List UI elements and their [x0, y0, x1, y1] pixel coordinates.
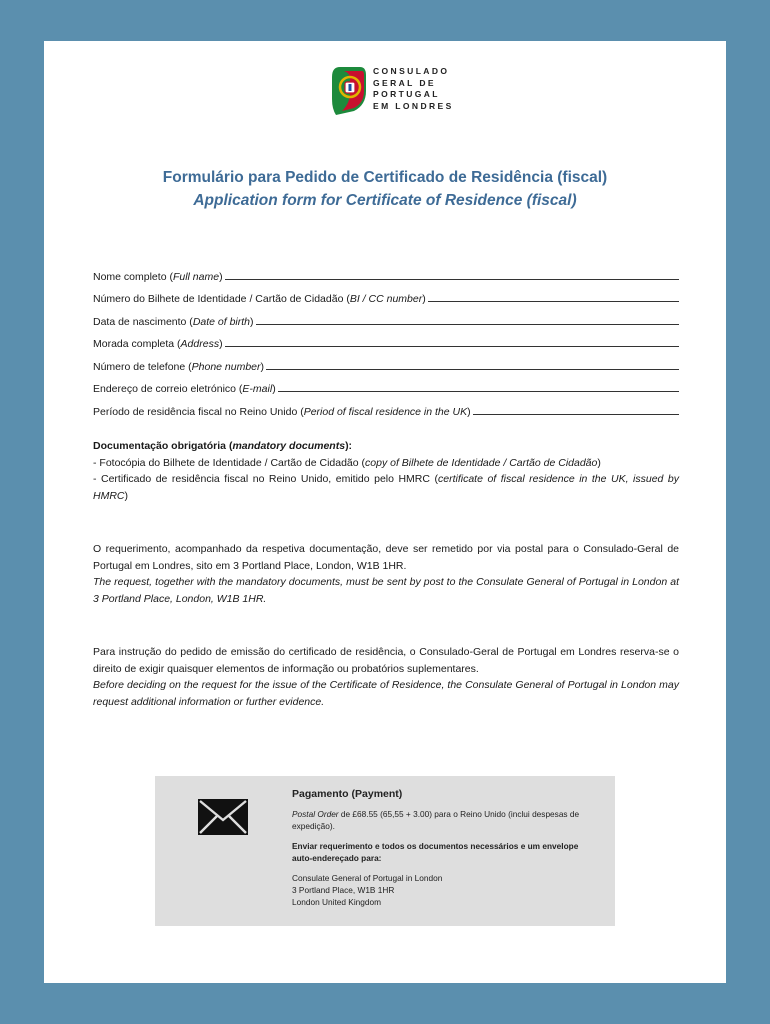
logo-line: EM LONDRES: [373, 100, 454, 111]
field-id-number: [93, 283, 679, 306]
form-fields: [93, 260, 679, 418]
address-input-line[interactable]: [225, 346, 679, 347]
portugal-coat-of-arms-icon: [330, 65, 368, 115]
logo-line: PORTUGAL: [373, 89, 440, 99]
field-date-of-birth: [93, 305, 679, 328]
id-number-input-line[interactable]: [428, 301, 679, 302]
paragraph-pt: O requerimento, acompanhado da respetiva documentação, deve ser remetido por via postal para o Consulado-Geral de Portugal em Londres, sito em 3 Portland Place, London, W1B 1HR.: [93, 543, 679, 572]
form-page: [44, 41, 726, 983]
field-email: [93, 373, 679, 396]
address-line: Consulate General of Portugal in London: [292, 873, 443, 883]
field-address: [93, 328, 679, 351]
paragraph-pt: Para instrução do pedido de emissão do certificado de residência, o Consulado-Geral de Portugal em Londres reserva-se o direito de exigir quaisquer elementos de informação ou probatórios suplementares.: [93, 646, 679, 675]
paragraph-en: The request, together with the mandatory documents, must be sent by post to the Consulate General of Portugal in London at 3 Portland Place, London, W1B 1HR.: [93, 576, 679, 605]
payment-details: [292, 788, 592, 908]
title-portuguese: Formulário para Pedido de Certificado de Residência (fiscal): [162, 169, 608, 186]
documents-heading: Documentação obrigatória (mandatory documents):: [93, 440, 353, 452]
send-instructions: Enviar requerimento e todos os documentos necessários e um envelope auto-endereçado para:: [292, 841, 579, 863]
field-phone: [93, 350, 679, 373]
logo-text: [373, 66, 454, 112]
email-input-line[interactable]: [278, 391, 679, 392]
field-label: Endereço de correio eletrónico (E-mail): [93, 383, 276, 395]
address-line: 3 Portland Place, W1B 1HR: [292, 885, 395, 895]
logo-line: CONSULADO: [373, 66, 450, 76]
evidence-paragraph: [93, 644, 679, 710]
postal-order-text: Postal Order de £68.55 (65,55 + 3.00) para o Reino Unido (inclui despesas de expedição).: [292, 809, 580, 831]
payment-title: Pagamento (Payment): [292, 788, 403, 800]
address-line: London United Kingdom: [292, 897, 382, 907]
field-label: Período de residência fiscal no Reino Unido (Period of fiscal residence in the UK): [93, 405, 471, 418]
field-label: Número do Bilhete de Identidade / Cartão de Cidadão (BI / CC number): [93, 293, 426, 305]
field-residence-period: [93, 395, 679, 418]
payment-box: [155, 776, 615, 926]
residence-period-input-line[interactable]: [473, 414, 679, 415]
field-label: Morada completa (Address): [93, 338, 223, 350]
field-label: Nome completo (Full name): [93, 270, 223, 283]
logo-line: GERAL DE: [373, 77, 436, 88]
envelope-icon: [197, 798, 249, 836]
phone-input-line[interactable]: [266, 369, 679, 370]
field-label: Data de nascimento (Date of birth): [93, 315, 254, 328]
document-item: - Fotocópia do Bilhete de Identidade / Cartão de Cidadão (copy of Bilhete de Identidade / Cartão de Cidadão): [93, 456, 601, 469]
full-name-input-line[interactable]: [225, 279, 679, 280]
mandatory-documents: [93, 438, 679, 504]
paragraph-en: Before deciding on the request for the issue of the Certificate of Residence, the Consulate General of Portugal in London may request additional information or further evidence.: [93, 679, 679, 708]
field-label: Número de telefone (Phone number): [93, 360, 265, 373]
date-of-birth-input-line[interactable]: [256, 324, 679, 325]
document-item: - Certificado de residência fiscal no Reino Unido, emitido pelo HMRC (certificate of fiscal residence in the UK, issued by HMRC): [93, 473, 679, 502]
title-english: Application form for Certificate of Residence (fiscal): [193, 192, 577, 209]
field-full-name: [93, 260, 679, 283]
consulate-logo: [330, 65, 460, 119]
submission-paragraph: [93, 541, 679, 607]
